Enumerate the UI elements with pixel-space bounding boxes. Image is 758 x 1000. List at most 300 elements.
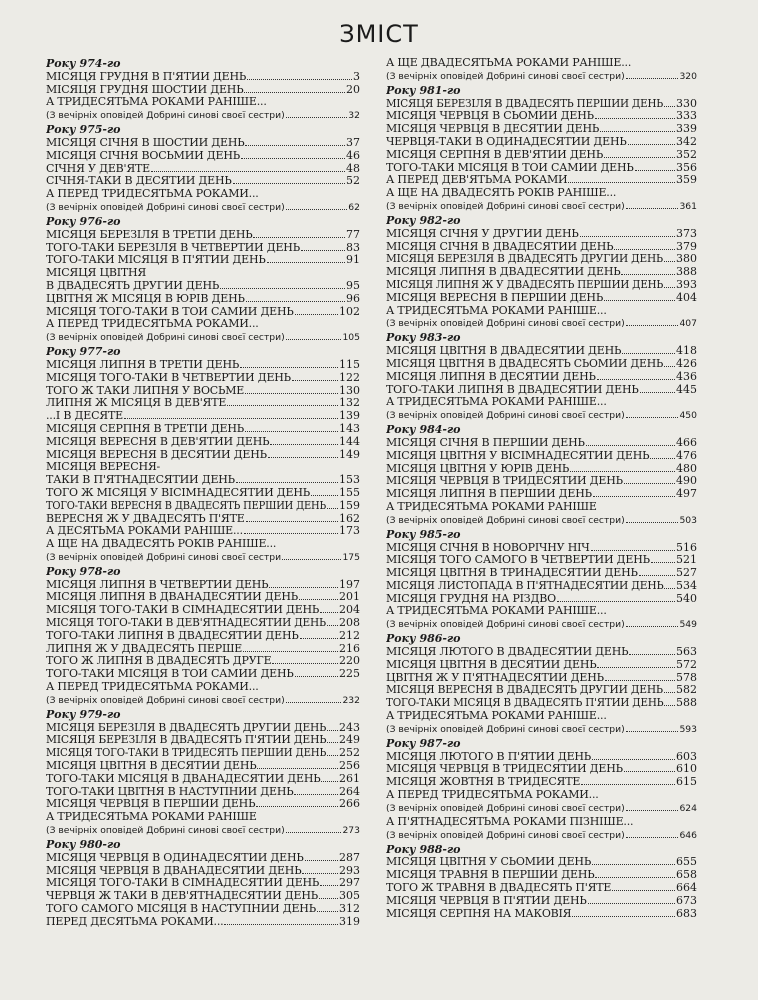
toc-page-number: 249 (339, 734, 360, 747)
toc-entry-title: (З вечірніх оповідей Добрині синові своєї сестри (46, 551, 282, 563)
toc-page-number: 516 (676, 541, 697, 554)
toc-entry-title: МІСЯЦЯ ЛИПНЯ В ПЕРШИЙ ДЕНЬ (386, 488, 592, 501)
toc-entry (46, 436, 360, 449)
dot-leader (626, 514, 679, 523)
toc-entry (386, 279, 697, 292)
toc-source-line (386, 514, 697, 528)
toc-entry (46, 630, 360, 643)
toc-entry-title: ЧЕРВЦЯ-ТАКИ В ОДИНАДЕСЯТИЙ ДЕНЬ (386, 135, 627, 148)
toc-right-column (386, 57, 697, 920)
toc-entry (46, 617, 360, 630)
toc-entry-title: МІСЯЦЯ ЛИПНЯ В ДВАДЕСЯТИЙ ДЕНЬ (386, 266, 621, 279)
toc-source-line (386, 409, 697, 423)
toc-entry (46, 903, 360, 916)
dot-leader (598, 502, 696, 510)
toc-entry (46, 306, 360, 319)
dot-leader (626, 618, 679, 627)
toc-entry (46, 655, 360, 668)
toc-page-number: 297 (339, 877, 360, 890)
toc-entry-title: МІСЯЦЯ ГРУДНЯ НА РІЗДВО (386, 592, 556, 605)
toc-entry-title: А ТРИДЕСЯТЬМА РОКАМИ РАНІШЕ... (386, 396, 607, 409)
year-heading-text: Року 979-го (46, 708, 121, 721)
dot-leader (317, 903, 338, 912)
toc-entry-title: А ТРИДЕСЯТЬМА РОКАМИ РАНІШЕ (46, 811, 257, 824)
toc-page-number: 305 (339, 890, 360, 903)
year-heading (386, 844, 697, 857)
year-heading-text: Року 977-го (46, 346, 121, 359)
toc-entry-title: (З вечірніх оповідей Добрині синові своєї сестри) (386, 514, 625, 526)
toc-entry (46, 267, 360, 280)
toc-entry (386, 488, 697, 501)
toc-page-number: 256 (339, 760, 360, 773)
toc-entry (386, 869, 697, 882)
toc-entry (386, 856, 697, 869)
toc-entry (46, 96, 360, 109)
toc-page-number: 37 (346, 136, 360, 149)
toc-entry (386, 895, 697, 908)
toc-entry-title: (З вечірніх оповідей Добрині синові своєї сестри) (46, 825, 285, 837)
toc-entry-title: ЧЕРВЦЯ Ж ТАКИ В ДЕВ'ЯТНАДЕСЯТИЙ ДЕНЬ (46, 890, 318, 903)
toc-entry-title: (З вечірніх оповідей Добрині синові своєї сестри) (386, 410, 625, 422)
toc-page-number: 352 (676, 148, 697, 161)
toc-entry (46, 293, 360, 306)
toc-entry-title: ТОГО Ж ЛИПНЯ В ДВАДЕСЯТЬ ДРУГЕ (46, 655, 272, 668)
toc-entry (46, 500, 360, 513)
year-heading (46, 124, 360, 137)
toc-page-number: 225 (339, 668, 360, 681)
toc-entry (46, 71, 360, 84)
toc-page-number: 159 (339, 499, 360, 512)
toc-entry (386, 908, 697, 921)
dot-leader (299, 591, 338, 600)
toc-entry-title: А ЩЕ НА ДВАДЕСЯТЬ РОКІВ РАНІШЕ... (386, 187, 617, 200)
toc-entry-title: МІСЯЦЯ СІЧНЯ У ДРУГИЙ ДЕНЬ (386, 227, 579, 240)
toc-page-number: 139 (339, 410, 360, 423)
toc-entry-title: МІСЯЦЯ БЕРЕЗІЛЯ В ДВАДЕСЯТЬ ДРУГИЙ ДЕНЬ (386, 253, 663, 266)
dot-leader (327, 617, 338, 626)
year-heading-text: Року 983-го (386, 332, 461, 345)
toc-entry-title: СІЧНЯ-ТАКИ В ДЕСЯТИЙ ДЕНЬ (46, 175, 232, 188)
dot-leader (268, 97, 359, 105)
toc-entry (46, 877, 360, 890)
toc-page-number: 624 (679, 802, 697, 814)
toc-entry-title: МІСЯЦЯ ЛИСТОПАДА В П'ЯТНАДЕСЯТИЙ ДЕНЬ (386, 579, 664, 592)
year-heading (386, 529, 697, 542)
dot-leader (244, 84, 345, 93)
dot-leader (147, 268, 359, 276)
dot-leader (597, 659, 675, 668)
dot-leader (124, 410, 338, 419)
toc-entry-title: МІСЯЦЯ ВЕРЕСНЯ В ДЕВ'ЯТИЙ ДЕНЬ (46, 435, 270, 448)
dot-leader (321, 773, 338, 782)
toc-entry (46, 397, 360, 410)
toc-entry (46, 681, 360, 694)
toc-page-number: 319 (339, 915, 360, 928)
dot-leader (258, 812, 359, 820)
dot-leader (272, 655, 338, 664)
dot-leader (301, 242, 345, 251)
toc-entry (46, 773, 360, 786)
toc-entry-title: МІСЯЦЯ ГРУДНЯ ШОСТИЙ ДЕНЬ (46, 83, 244, 96)
dot-leader (241, 150, 345, 159)
dot-leader (260, 682, 359, 690)
dot-leader (320, 604, 338, 613)
toc-entry-title: МІСЯЦЯ СЕРПНЯ НА МАКОВІЯ (386, 907, 572, 920)
toc-page-number: 155 (339, 486, 360, 499)
toc-entry-title: ТОГО-ТАКИ ЛИПНЯ В ДВАДЕСЯТИЙ ДЕНЬ (46, 629, 299, 642)
toc-entry-title: МІСЯЦЯ ЛЮТОГО В П'ЯТИЙ ДЕНЬ (386, 750, 592, 763)
year-heading (46, 216, 360, 229)
dot-leader (224, 916, 338, 925)
toc-page-number: 115 (339, 358, 360, 371)
dot-leader (295, 668, 338, 677)
dot-leader (608, 711, 696, 719)
toc-page-number: 201 (339, 591, 360, 604)
toc-entry (46, 513, 360, 526)
toc-entry-title: МІСЯЦЯ СІЧНЯ В ДВАДЕСЯТИЙ ДЕНЬ (386, 240, 614, 253)
dot-leader (277, 539, 359, 547)
year-heading (386, 633, 697, 646)
toc-entry (46, 318, 360, 331)
dot-leader (640, 384, 675, 393)
dot-leader (628, 136, 675, 145)
toc-page-number: 197 (339, 578, 360, 591)
year-heading (386, 332, 697, 345)
toc-entry-title: А ТРИДЕСЯТЬМА РОКАМИ РАНІШЕ... (386, 710, 607, 723)
toc-page-number: 588 (676, 697, 697, 710)
year-heading (46, 709, 360, 722)
toc-page-number: 610 (676, 763, 697, 776)
dot-leader (592, 856, 675, 865)
toc-entry-title: А ТРИДЕСЯТЬМА РОКАМИ РАНІШЕ... (386, 304, 607, 317)
toc-entry-title: ТОГО-ТАКИ БЕРЕЗІЛЯ В ЧЕТВЕРТИЙ ДЕНЬ (46, 241, 300, 254)
toc-entry (46, 734, 360, 747)
toc-page-number: 404 (676, 291, 697, 304)
toc-source-line (386, 317, 697, 331)
toc-page-number: 578 (676, 671, 697, 684)
toc-entry-title: МІСЯЦЯ ЦВІТНЯ В ДЕСЯТИЙ ДЕНЬ (46, 760, 257, 773)
toc-page-number: 333 (676, 110, 697, 123)
toc-entry-title: МІСЯЦЯ СЕРПНЯ В ДЕВ'ЯТИЙ ДЕНЬ (386, 148, 604, 161)
dot-leader (269, 579, 338, 588)
toc-entry (46, 423, 360, 436)
toc-entry-title: СІЧНЯ У ДЕВ'ЯТЕ (46, 162, 151, 175)
toc-page-number: 445 (676, 383, 697, 396)
toc-entry (386, 187, 697, 200)
toc-entry-title: А ПЕРЕД ТРИДЕСЯТЬМА РОКАМИ... (46, 681, 259, 694)
dot-leader (245, 423, 338, 432)
dot-leader (664, 253, 675, 262)
dot-leader (604, 292, 675, 301)
toc-page-number: 490 (676, 475, 697, 488)
toc-entry-title: МІСЯЦЯ ВЕРЕСНЯ В ДЕСЯТИЙ ДЕНЬ (46, 448, 267, 461)
toc-page-number: 96 (346, 292, 360, 305)
toc-page-number: 658 (676, 869, 697, 882)
toc-entry-title: МІСЯЦЯ СІЧНЯ В ШОСТИЙ ДЕНЬ (46, 136, 245, 149)
dot-leader (593, 488, 675, 497)
dot-leader (664, 279, 675, 288)
year-heading-text: Року 976-го (46, 215, 121, 228)
toc-entry-title: МІСЯЦЯ ЧЕРВЦЯ В ТРИДЕСЯТИЙ ДЕНЬ (386, 475, 623, 488)
toc-page-number: 122 (339, 371, 360, 384)
toc-entry (46, 865, 360, 878)
toc-entry (386, 266, 697, 279)
toc-entry (386, 593, 697, 606)
toc-entry-title: МІСЯЦЯ ЧЕРВЦЯ В ДВАНАДЕСЯТИЙ ДЕНЬ (46, 864, 302, 877)
toc-entry (46, 188, 360, 201)
toc-entry-title: МІСЯЦЯ ЧЕРВЦЯ В ТРИДЕСЯТИЙ ДЕНЬ (386, 763, 623, 776)
dot-leader (246, 293, 345, 302)
toc-source-line (46, 694, 360, 708)
toc-entry-title: ТОГО-ТАКИ ЛИПНЯ В ДВАДЕСЯТИЙ ДЕНЬ (386, 383, 639, 396)
toc-entry-title: ТОГО-ТАКИ МІСЯЦЯ В П'ЯТИЙ ДЕНЬ (46, 254, 266, 267)
dot-leader (286, 109, 348, 118)
toc-entry-title: МІСЯЦЯ ЧЕРВЦЯ В СЬОМИЙ ДЕНЬ (386, 110, 594, 123)
dot-leader (621, 266, 675, 275)
toc-entry-title: ТОГО Ж ТРАВНЯ В ДВАДЕСЯТЬ П'ЯТЕ (386, 882, 612, 895)
toc-page-number: 208 (339, 617, 360, 630)
toc-entry-title: А ТРИДЕСЯТЬМА РОКАМИ РАНІШЕ... (386, 605, 607, 618)
dot-leader (161, 462, 359, 470)
toc-page-number: 572 (676, 658, 697, 671)
toc-page-number: 91 (346, 254, 360, 267)
toc-entry (46, 538, 360, 551)
toc-page-number: 407 (679, 318, 697, 330)
dot-leader (622, 345, 675, 354)
toc-entry-title: (З вечірніх оповідей Добрині синові своєї сестри) (386, 723, 625, 735)
toc-page-number: 497 (676, 488, 697, 501)
dot-leader (581, 776, 675, 785)
dot-leader (664, 358, 675, 367)
year-heading-text: Року 985-го (386, 528, 461, 541)
toc-page-number: 388 (676, 266, 697, 279)
toc-entry (386, 776, 697, 789)
toc-entry-title: МІСЯЦЯ ЖОВТНЯ В ТРИДЕСЯТЕ (386, 776, 581, 789)
toc-page-number: 204 (339, 604, 360, 617)
toc-page-number: 312 (339, 903, 360, 916)
dot-leader (651, 554, 675, 563)
toc-entry (386, 98, 697, 111)
year-heading-text: Року 981-го (386, 84, 461, 97)
toc-page-number: 102 (339, 305, 360, 318)
dot-leader (257, 760, 338, 769)
dot-leader (591, 542, 675, 551)
dot-leader (311, 487, 338, 496)
toc-entry (386, 463, 697, 476)
toc-page-number: 683 (676, 907, 697, 920)
dot-leader (626, 317, 679, 326)
toc-entry-title: ВЕРЕСНЯ Ж У ДВАДЕСЯТЬ П'ЯТЕ (46, 512, 245, 525)
toc-entry (46, 811, 360, 824)
toc-entry-title: МІСЯЦЯ ЛИПНЯ В ДЕСЯТИЙ ДЕНЬ (386, 370, 596, 383)
toc-entry-title: МІСЯЦЯ ЧЕРВЦЯ В П'ЯТИЙ ДЕНЬ (386, 894, 587, 907)
toc-source-line (386, 200, 697, 214)
dot-leader (320, 877, 338, 886)
toc-page-number: 243 (339, 721, 360, 734)
toc-entry (386, 501, 697, 514)
dot-leader (268, 449, 338, 458)
toc-entry-title: ТАКИ В П'ЯТНАДЕСЯТИЙ ДЕНЬ (46, 474, 235, 487)
toc-entry-title: МІСЯЦЯ ЛИПНЯ В ЧЕТВЕРТИЙ ДЕНЬ (46, 578, 269, 591)
year-heading-text: Року 974-го (46, 58, 121, 70)
dot-leader (570, 463, 675, 472)
dot-leader (236, 474, 338, 483)
toc-entry (386, 345, 697, 358)
toc-page-number: 48 (346, 162, 360, 175)
toc-entry-title: (З вечірніх оповідей Добрині синові своєї сестри) (46, 332, 285, 344)
dot-leader (247, 71, 352, 80)
toc-entry-title: В ДВАДЕСЯТЬ ДРУГИЙ ДЕНЬ (46, 279, 220, 292)
toc-entry-title: А П'ЯТНАДЕСЯТЬМА РОКАМИ ПІЗНІШЕ... (386, 815, 634, 828)
toc-entry-title: (З вечірніх оповідей Добрині синові своєї сестри) (386, 200, 625, 212)
toc-entry-title: МІСЯЦЯ ТОГО-ТАКИ В ТРИДЕСЯТЬ ПЕРШИЙ ДЕНЬ (46, 747, 327, 760)
year-heading-text: Року 978-го (46, 565, 121, 578)
toc-entry-title: (З вечірніх оповідей Добрині синові своєї сестри) (386, 829, 625, 841)
year-heading (386, 424, 697, 437)
toc-page-number: 466 (676, 436, 697, 449)
toc-page-number: 46 (346, 149, 360, 162)
dot-leader (327, 722, 338, 731)
dot-leader (245, 385, 338, 394)
year-heading (386, 738, 697, 751)
toc-entry-title: ЦВІТНЯ Ж МІСЯЦЯ В ЮРІВ ДЕНЬ (46, 292, 245, 305)
toc-page-number: 426 (676, 357, 697, 370)
dot-leader (617, 188, 696, 196)
toc-entry-title: (З вечірніх оповідей Добрині синові своєї сестри) (386, 70, 625, 82)
toc-source-line (46, 331, 360, 345)
toc-entry (386, 305, 697, 318)
toc-page-number: 664 (676, 882, 697, 895)
toc-page-number: 563 (676, 646, 697, 659)
toc-page-number: 216 (339, 642, 360, 655)
page-title: ЗМІСТ (339, 20, 419, 48)
toc-entry (386, 605, 697, 618)
toc-page-number: 527 (676, 567, 697, 580)
toc-entry-title: МІСЯЦЯ СІЧНЯ ВОСЬМИЙ ДЕНЬ (46, 149, 240, 162)
toc-entry-title: ТОГО Ж МІСЯЦЯ У ВІСІМНАДЕСЯТИЙ ДЕНЬ (46, 486, 310, 499)
dot-leader (664, 684, 675, 693)
toc-page-number: 83 (346, 241, 360, 254)
toc-entry (46, 890, 360, 903)
toc-entry (386, 228, 697, 241)
dot-leader (586, 437, 675, 446)
dot-leader (614, 241, 675, 250)
toc-page-number: 393 (676, 278, 697, 291)
dot-leader (295, 306, 338, 315)
toc-page-number: 593 (679, 723, 697, 735)
dot-leader (597, 371, 675, 380)
toc-page-number: 476 (676, 449, 697, 462)
toc-entry-title: МІСЯЦЯ ТОГО-ТАКИ В ЧЕТВЕРТИЙ ДЕНЬ (46, 371, 291, 384)
toc-page-number: 287 (339, 851, 360, 864)
dot-leader (568, 174, 675, 183)
toc-entry-title: ТОГО САМОГО МІСЯЦЯ В НАСТУПНИЙ ДЕНЬ (46, 903, 316, 916)
toc-entry (46, 150, 360, 163)
toc-entry (46, 359, 360, 372)
toc-entry-title: ТОГО-ТАКИ ВЕРЕСНЯ В ДВАДЕСЯТЬ ПЕРШИЙ ДЕНЬ (46, 499, 326, 512)
toc-entry-title: МІСЯЦЯ ЦВІТНЯ В ДВАДЕСЯТИЙ ДЕНЬ (386, 345, 622, 358)
toc-entry-title: МІСЯЦЯ ЛИПНЯ В ТРЕТІЙ ДЕНЬ (46, 358, 240, 371)
toc-page-number: 549 (679, 619, 697, 631)
toc-entry-title: МІСЯЦЯ ТОГО-ТАКИ В СІМНАДЕСЯТИЙ ДЕНЬ (46, 604, 320, 617)
dot-leader (664, 697, 675, 706)
year-heading (46, 566, 360, 579)
toc-entry-title: МІСЯЦЯ БЕРЕЗІЛЯ В ТРЕТІЙ ДЕНЬ (46, 228, 253, 241)
dot-leader (626, 409, 679, 418)
toc-entry (46, 487, 360, 500)
toc-entry-title: МІСЯЦЯ СЕРПНЯ В ТРЕТІЙ ДЕНЬ (46, 422, 244, 435)
toc-entry-title: А ТРИДЕСЯТЬМА РОКАМИ РАНІШЕ... (46, 96, 267, 109)
dot-leader (629, 646, 675, 655)
toc-entry (386, 882, 697, 895)
toc-entry-title: МІСЯЦЯ ЛИПНЯ В ДВАНАДЕСЯТИЙ ДЕНЬ (46, 591, 298, 604)
dot-leader (305, 852, 338, 861)
toc-entry (46, 449, 360, 462)
toc-source-line (46, 551, 360, 565)
toc-source-line (386, 618, 697, 632)
toc-entry (46, 372, 360, 385)
toc-page-number: 379 (676, 240, 697, 253)
toc-entry (386, 684, 697, 697)
toc-entry-title: (З вечірніх оповідей Добрині синові своєї сестри) (386, 619, 625, 631)
toc-entry-title: МІСЯЦЯ СІЧНЯ В НОВОРІЧНУ НІЧ (386, 541, 590, 554)
dot-leader (664, 98, 675, 107)
toc-entry (386, 672, 697, 685)
toc-entry (386, 371, 697, 384)
toc-entry (386, 816, 697, 829)
toc-page-number: 359 (676, 174, 697, 187)
dot-leader (595, 869, 675, 878)
year-heading (386, 85, 697, 98)
dot-leader (302, 865, 338, 874)
toc-page-number: 342 (676, 135, 697, 148)
toc-page-number: 330 (676, 97, 697, 110)
dot-leader (300, 630, 338, 639)
toc-entry-title: А ПЕРЕД ТРИДЕСЯТЬМА РОКАМИ... (386, 789, 599, 802)
toc-entry-title: ТОГО Ж ТАКИ ЛИПНЯ У ВОСЬМЕ (46, 384, 245, 397)
toc-page-number: 105 (342, 332, 360, 344)
dot-leader (557, 593, 675, 602)
dot-leader (626, 723, 679, 732)
toc-page-number: 212 (339, 629, 360, 642)
toc-entry (46, 229, 360, 242)
toc-page-number: 339 (676, 123, 697, 136)
toc-entry (46, 591, 360, 604)
dot-leader (220, 280, 345, 289)
toc-page-number: 655 (676, 856, 697, 869)
toc-entry-title: МІСЯЦЯ ЦВІТНЯ В ТРИНАДЕСЯТИЙ ДЕНЬ (386, 567, 638, 580)
dot-leader (286, 331, 342, 340)
toc-entry (46, 747, 360, 760)
toc-page-number: 540 (676, 592, 697, 605)
dot-leader (572, 908, 675, 917)
year-heading-text: Року 980-го (46, 839, 121, 852)
toc-entry (46, 579, 360, 592)
dot-leader (327, 747, 338, 756)
dot-leader (260, 189, 359, 197)
toc-page-number: 232 (342, 694, 360, 706)
toc-page-number: 603 (676, 750, 697, 763)
toc-entry-title: (З вечірніх оповідей Добрині синові своєї сестри) (46, 110, 285, 122)
toc-entry (46, 798, 360, 811)
dot-leader (612, 882, 675, 891)
toc-entry-title: МІСЯЦЯ ТОГО-ТАКИ В ТОЙ САМИЙ ДЕНЬ (46, 305, 294, 318)
dot-leader (588, 895, 675, 904)
toc-entry (386, 567, 697, 580)
toc-entry (386, 646, 697, 659)
toc-page-number: 293 (339, 864, 360, 877)
dot-leader (626, 829, 679, 838)
